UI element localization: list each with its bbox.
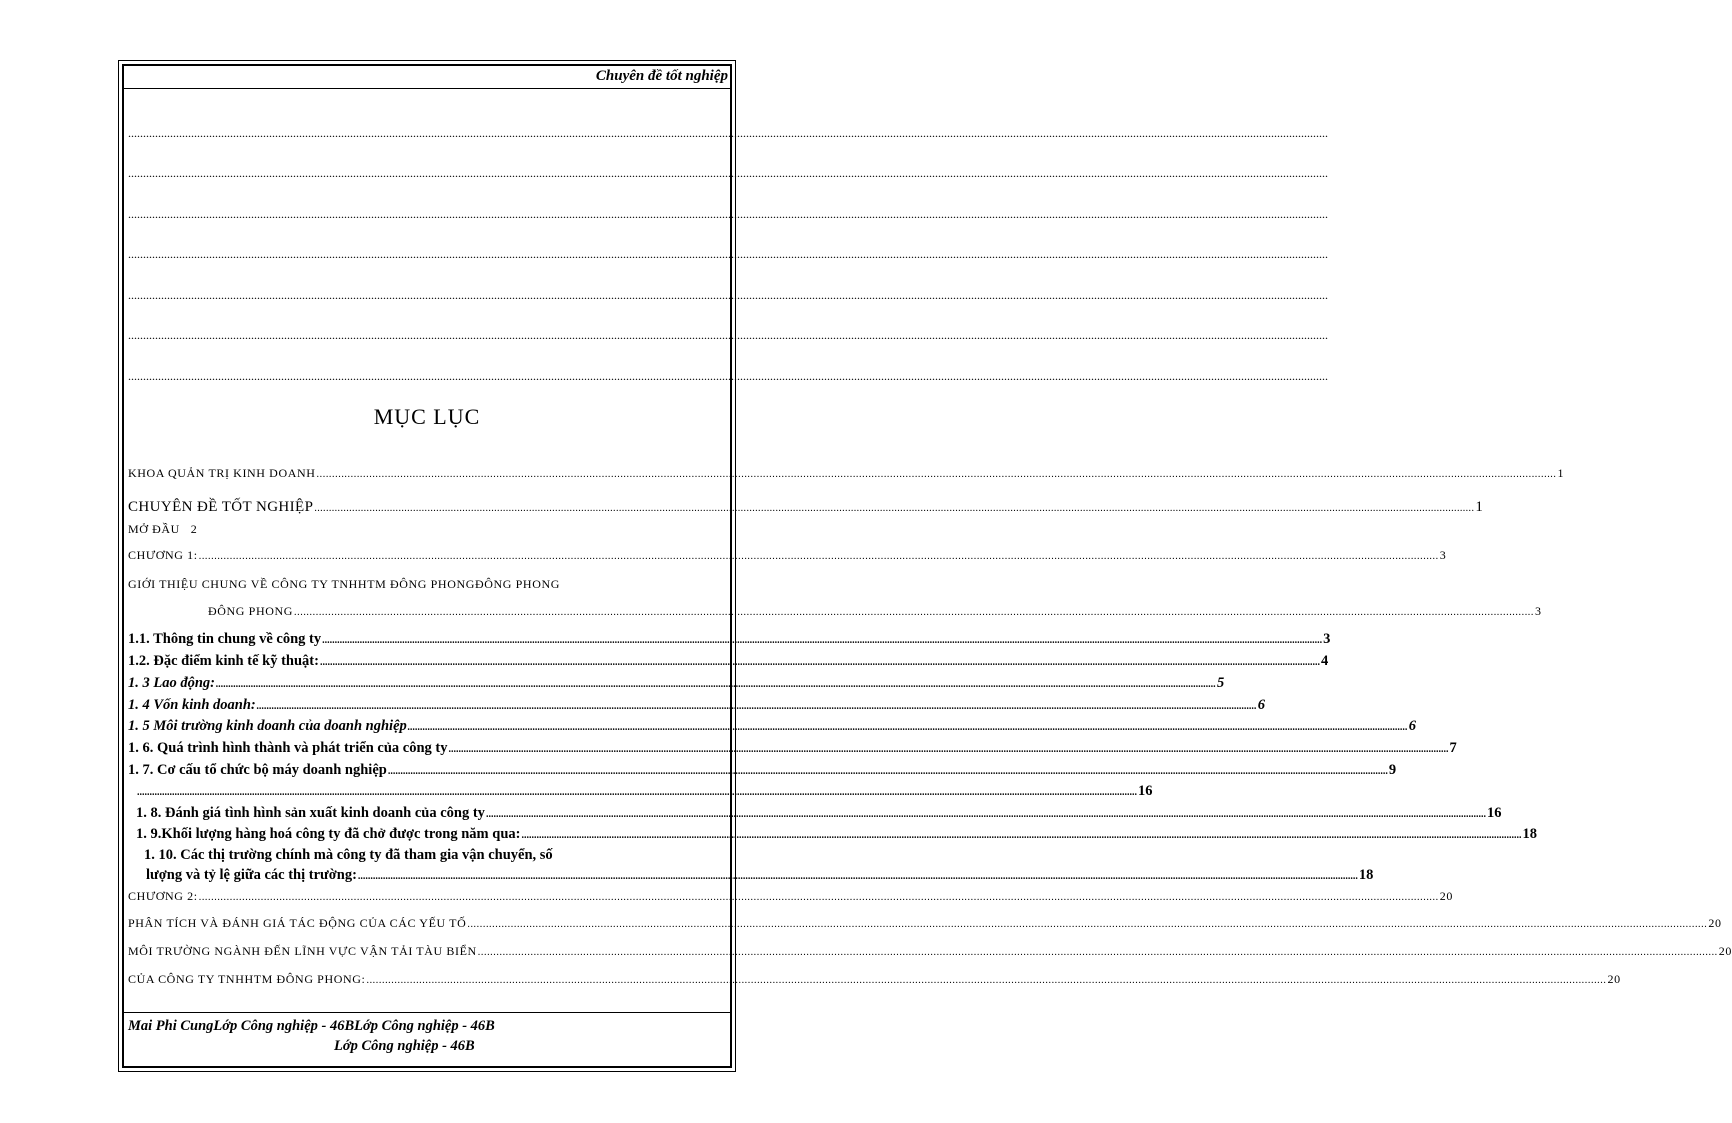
dot-leader: ................................................................................................................................................................................................................................................................................................................................................................................................................ [387, 766, 1388, 777]
toc-label: 1. 3 Lao động: [128, 675, 215, 691]
dot-leader: ................................................................................................................................................................................................................................................................................................................................................................................................................ [357, 871, 1358, 882]
toc-entry[interactable] [128, 762, 1397, 779]
dot-leader: ................................................................................................................................................................................................................................................................................................................................................................................................................ [448, 744, 1449, 755]
dotted-line: ................................................................................................................................................................................................................................................................................................................................................................................................................ [128, 126, 1328, 140]
toc-page: 3 [1535, 604, 1542, 618]
dot-leader: ................................................................................................................................................................................................................................................................................................................................................................................................................ [477, 947, 1718, 958]
toc-label: MÔI TRƯỜNG NGÀNH ĐẾN LĨNH VỰC VẬN TẢI TÀU BIỂN [128, 944, 477, 958]
footer-author: Mai Phi Cung [128, 1018, 214, 1034]
toc-label: MỞ ĐẦU [128, 522, 180, 536]
toc-entry[interactable] [128, 889, 1453, 904]
toc-entry[interactable] [128, 697, 1265, 714]
dotted-line: ................................................................................................................................................................................................................................................................................................................................................................................................................ [128, 369, 1328, 383]
toc-page: 20 [1439, 889, 1453, 903]
running-footer [128, 1018, 495, 1035]
toc-label: CHUYÊN ĐỀ TỐT NGHIỆP [128, 499, 314, 515]
toc-entry[interactable] [208, 604, 1542, 619]
dotted-line: ................................................................................................................................................................................................................................................................................................................................................................................................................ [128, 207, 1328, 221]
dotted-line: ................................................................................................................................................................................................................................................................................................................................................................................................................ [128, 247, 1328, 261]
dotted-line: ................................................................................................................................................................................................................................................................................................................................................................................................................ [128, 288, 1328, 302]
toc-page: 18 [1358, 867, 1374, 883]
toc-page: 16 [1486, 805, 1502, 821]
dot-leader: ................................................................................................................................................................................................................................................................................................................................................................................................................ [316, 469, 1557, 480]
toc-label: ĐÔNG PHONG [208, 604, 294, 618]
toc-page: 3 [1323, 631, 1331, 647]
toc-label: 1. 5 Môi trường kinh doanh của doanh nghiệp [128, 718, 407, 734]
toc-label: 1.1. Thông tin chung về công ty [128, 631, 322, 647]
toc-page: 6 [1408, 718, 1417, 734]
dot-leader: ................................................................................................................................................................................................................................................................................................................................................................................................................ [319, 657, 1320, 668]
toc-label: GIỚI THIỆU CHUNG VỀ CÔNG TY TNHHTM ĐÔNG PHONGĐÔNG PHONG [128, 577, 560, 591]
dot-leader: ................................................................................................................................................................................................................................................................................................................................................................................................................ [322, 635, 1323, 646]
toc-page: 9 [1388, 762, 1397, 778]
toc-page: 20 [1708, 916, 1722, 930]
toc-entry[interactable] [146, 867, 1374, 884]
toc-label: CHƯƠNG 2: [128, 889, 198, 903]
toc-page: 16 [1138, 783, 1153, 799]
toc-label: CỦA CÔNG TY TNHHTM ĐÔNG PHONG: [128, 972, 366, 986]
dot-leader: ................................................................................................................................................................................................................................................................................................................................................................................................................ [198, 892, 1439, 903]
toc-entry[interactable] [128, 466, 1565, 481]
running-footer-line2: Lớp Công nghiệp - 46B [334, 1038, 475, 1054]
toc-page: 18 [1522, 826, 1537, 842]
toc-page: 1 [1475, 499, 1484, 515]
dot-leader: ................................................................................................................................................................................................................................................................................................................................................................................................................ [366, 975, 1607, 986]
toc-entry[interactable] [136, 805, 1502, 822]
dot-leader: ................................................................................................................................................................................................................................................................................................................................................................................................................ [294, 607, 1535, 618]
dotted-line: ................................................................................................................................................................................................................................................................................................................................................................................................................ [128, 166, 1328, 180]
running-header [124, 66, 730, 89]
dot-leader: ................................................................................................................................................................................................................................................................................................................................................................................................................ [198, 551, 1439, 562]
toc-page: 5 [1217, 675, 1225, 691]
toc-label: 1.2. Đặc điểm kinh tế kỹ thuật: [128, 653, 319, 669]
toc-entry[interactable] [128, 577, 560, 592]
dot-leader: ................................................................................................................................................................................................................................................................................................................................................................................................................ [485, 809, 1486, 820]
toc-entry[interactable] [128, 718, 1417, 735]
footer-class: Lớp Công nghiệp - 46B [354, 1018, 495, 1034]
toc-entry[interactable] [128, 631, 1331, 648]
toc-page: 20 [1607, 972, 1621, 986]
dot-leader: ................................................................................................................................................................................................................................................................................................................................................................................................................ [467, 919, 1708, 930]
dotted-line: ................................................................................................................................................................................................................................................................................................................................................................................................................ [128, 328, 1328, 342]
toc-page: 20 [1718, 944, 1732, 958]
toc-entry[interactable] [128, 675, 1225, 692]
toc-page: 3 [1439, 548, 1447, 562]
toc-entry[interactable] [128, 653, 1329, 670]
dot-leader: ................................................................................................................................................................................................................................................................................................................................................................................................................ [407, 722, 1408, 733]
toc-entry[interactable] [136, 783, 1153, 800]
toc-entry[interactable] [128, 522, 197, 537]
toc-entry[interactable] [128, 916, 1722, 931]
toc-label: 1. 9.Khối lượng hàng hoá công ty đã chở được trong năm qua: [136, 826, 521, 842]
dot-leader: ................................................................................................................................................................................................................................................................................................................................................................................................................ [521, 830, 1522, 841]
dot-leader: ................................................................................................................................................................................................................................................................................................................................................................................................................ [137, 787, 1137, 798]
toc-entry[interactable] [128, 548, 1447, 563]
dot-leader: ................................................................................................................................................................................................................................................................................................................................................................................................................ [314, 503, 1475, 514]
header-text: Chuyên đề tốt nghiệp [595, 68, 728, 84]
toc-entry[interactable] [144, 847, 553, 864]
toc-label: CHƯƠNG 1: [128, 548, 198, 562]
footer-rule [124, 1012, 730, 1013]
dot-leader: ................................................................................................................................................................................................................................................................................................................................................................................................................ [216, 679, 1216, 690]
toc-entry[interactable] [128, 972, 1621, 987]
toc-page: 4 [1320, 653, 1329, 669]
footer-class: Lớp Công nghiệp - 46B [213, 1018, 355, 1034]
toc-label: 1. 8. Đánh giá tình hình sản xuất kinh doanh của công ty [136, 805, 485, 821]
toc-label: 1. 10. Các thị trường chính mà công ty đã tham gia vận chuyển, số [144, 847, 553, 863]
toc-label: 1. 7. Cơ cấu tổ chức bộ máy doanh nghiệp [128, 762, 387, 778]
toc-label: KHOA QUẢN TRỊ KINH DOANH [128, 466, 316, 480]
dot-leader: ................................................................................................................................................................................................................................................................................................................................................................................................................ [256, 701, 1257, 712]
toc-label: PHÂN TÍCH VÀ ĐÁNH GIÁ TÁC ĐỘNG CỦA CÁC YẾU TỐ [128, 916, 467, 930]
toc-page: 6 [1257, 697, 1265, 713]
toc-page: 7 [1449, 740, 1457, 756]
toc-entry[interactable] [128, 499, 1484, 516]
toc-page: 2 [190, 522, 198, 536]
toc-entry[interactable] [128, 740, 1457, 757]
toc-label: 1. 4 Vốn kinh doanh: [128, 697, 256, 713]
page-title: MỤC LỤC [373, 404, 481, 429]
toc-label: lượng và tỷ lệ giữa các thị trường: [146, 867, 357, 883]
toc-label: 1. 6. Quá trình hình thành và phát triển của công ty [128, 740, 448, 756]
toc-page: 1 [1557, 466, 1565, 480]
toc-entry[interactable] [136, 826, 1537, 843]
toc-entry[interactable] [128, 944, 1732, 959]
